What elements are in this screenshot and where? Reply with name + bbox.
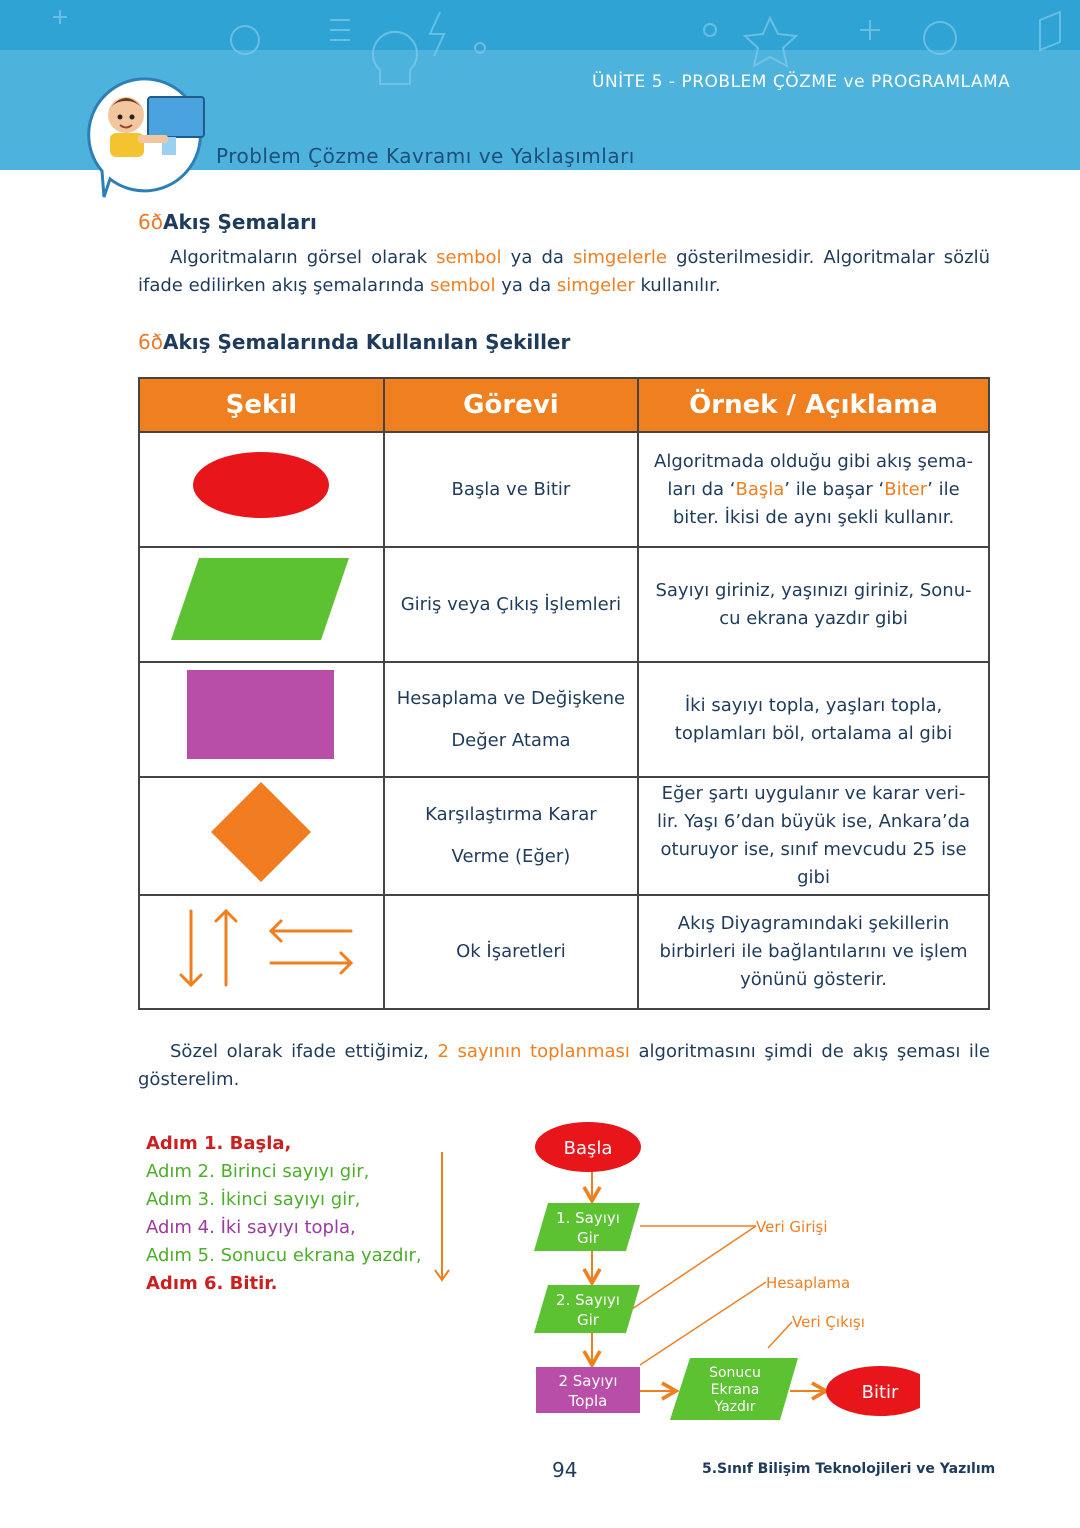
process-rectangle-shape: [187, 670, 335, 760]
unit-title: ÜNİTE 5 - PROBLEM ÇÖZME ve PROGRAMLAMA: [592, 72, 1011, 92]
step-item: Adım 1. Başla,: [146, 1133, 292, 1154]
output-label: Yazdır: [714, 1399, 756, 1415]
flowchart-diagram: [500, 1115, 920, 1425]
example-cell: Sayıyı giriniz, yaşınızı giriniz, Sonu- cu ekrana yazdır gibi: [638, 547, 989, 662]
task-cell: Başla ve Bitir: [384, 432, 638, 547]
table-header-row: [139, 378, 989, 432]
annotation-process: Hesaplama: [766, 1274, 851, 1292]
mascot-illustration: [80, 75, 215, 200]
heading-flowcharts: [138, 210, 317, 234]
step-item: Adım 4. İki sayıyı topla,: [146, 1217, 356, 1238]
shape-cell: [139, 895, 384, 1009]
intro-paragraph: Sözel olarak ifade ettiğimiz, 2 sayının toplanması algoritmasını şimdi de akış şeması ile gösterelim.: [138, 1041, 990, 1090]
algorithm-steps: [146, 1130, 422, 1298]
shape-cell: [139, 777, 384, 895]
input1-label: 1. Sayıyı: [556, 1209, 620, 1227]
output-label: Ekrana: [710, 1382, 760, 1398]
steps-down-arrow: [430, 1150, 454, 1285]
heading-text: Akış Şemalarında Kullanılan Şekiller: [162, 330, 571, 354]
table-row: [139, 547, 989, 662]
heading-shapes: [138, 330, 570, 354]
task-cell: Hesaplama ve Değişkene Değer Atama: [384, 662, 638, 777]
glasses-icon: 6ð: [138, 210, 163, 234]
input2-label: Gir: [577, 1311, 599, 1329]
step-item: Adım 3. İkinci sayıyı gir,: [146, 1189, 361, 1210]
table-row: [139, 662, 989, 777]
page-number: 94: [552, 1458, 578, 1482]
example-cell: İki sayıyı topla, yaşları topla, toplamları böl, ortalama al gibi: [638, 662, 989, 777]
annotation-output: Veri Çıkışı: [792, 1313, 865, 1331]
input1-label: Gir: [577, 1229, 599, 1247]
process-label: 2 Sayıyı: [558, 1372, 618, 1390]
input-output-parallelogram-shape: [171, 558, 351, 642]
column-header: Şekil: [139, 378, 384, 432]
shape-cell: [139, 662, 384, 777]
task-cell: Ok İşaretleri: [384, 895, 638, 1009]
step-item: Adım 6. Bitir.: [146, 1273, 278, 1294]
shape-cell: [139, 432, 384, 547]
step-item: Adım 2. Birinci sayıyı gir,: [146, 1161, 370, 1182]
table-row: [139, 777, 989, 895]
shape-cell: [139, 547, 384, 662]
example-cell: Akış Diyagramındaki şekillerin birbirleri ile bağlantılarını ve işlem yönünü gösterir.: [638, 895, 989, 1009]
table-row: [139, 432, 989, 547]
example-cell: Algoritmada olduğu gibi akış şema- ları da ‘Başla’ ile başar ‘Biter’ ile biter. İkisi de aynı şekli kullanır.: [638, 432, 989, 547]
annotation-input: Veri Girişi: [756, 1218, 828, 1236]
shapes-table: [138, 377, 990, 1010]
terminal-ellipse-shape: [191, 450, 331, 520]
table-row: [139, 895, 989, 1009]
output-label: Sonucu: [709, 1365, 761, 1381]
process-label: Topla: [568, 1392, 608, 1410]
column-header: Görevi: [384, 378, 638, 432]
decision-diamond-shape: [211, 782, 311, 882]
step-item: Adım 5. Sonucu ekrana yazdır,: [146, 1245, 422, 1266]
column-header: Örnek / Açıklama: [638, 378, 989, 432]
definition-paragraph: Algoritmaların görsel olarak sembol ya da simgelerle gösterilmesidir. Algoritmalar sözlü ifade edilirken akış şemalarında sembol ya da simgeler kullanılır.: [138, 247, 990, 296]
end-label: Bitir: [861, 1382, 899, 1403]
heading-text: Akış Şemaları: [162, 210, 317, 234]
task-cell: Karşılaştırma Karar Verme (Eğer): [384, 777, 638, 895]
input2-label: 2. Sayıyı: [556, 1291, 620, 1309]
glasses-icon: 6ð: [138, 330, 163, 354]
book-title: 5.Sınıf Bilişim Teknolojileri ve Yazılım: [702, 1461, 996, 1477]
example-cell: Eğer şartı uygulanır ve karar veri- lir. Yaşı 6’dan büyük ise, Ankara’da oturuyor ise, sınıf mevcudu 25 ise gibi: [638, 777, 989, 895]
section-title: Problem Çözme Kavramı ve Yaklaşımları: [216, 144, 635, 168]
flow-arrows-shape: [166, 903, 356, 993]
start-label: Başla: [563, 1138, 613, 1159]
task-cell: Giriş veya Çıkış İşlemleri: [384, 547, 638, 662]
